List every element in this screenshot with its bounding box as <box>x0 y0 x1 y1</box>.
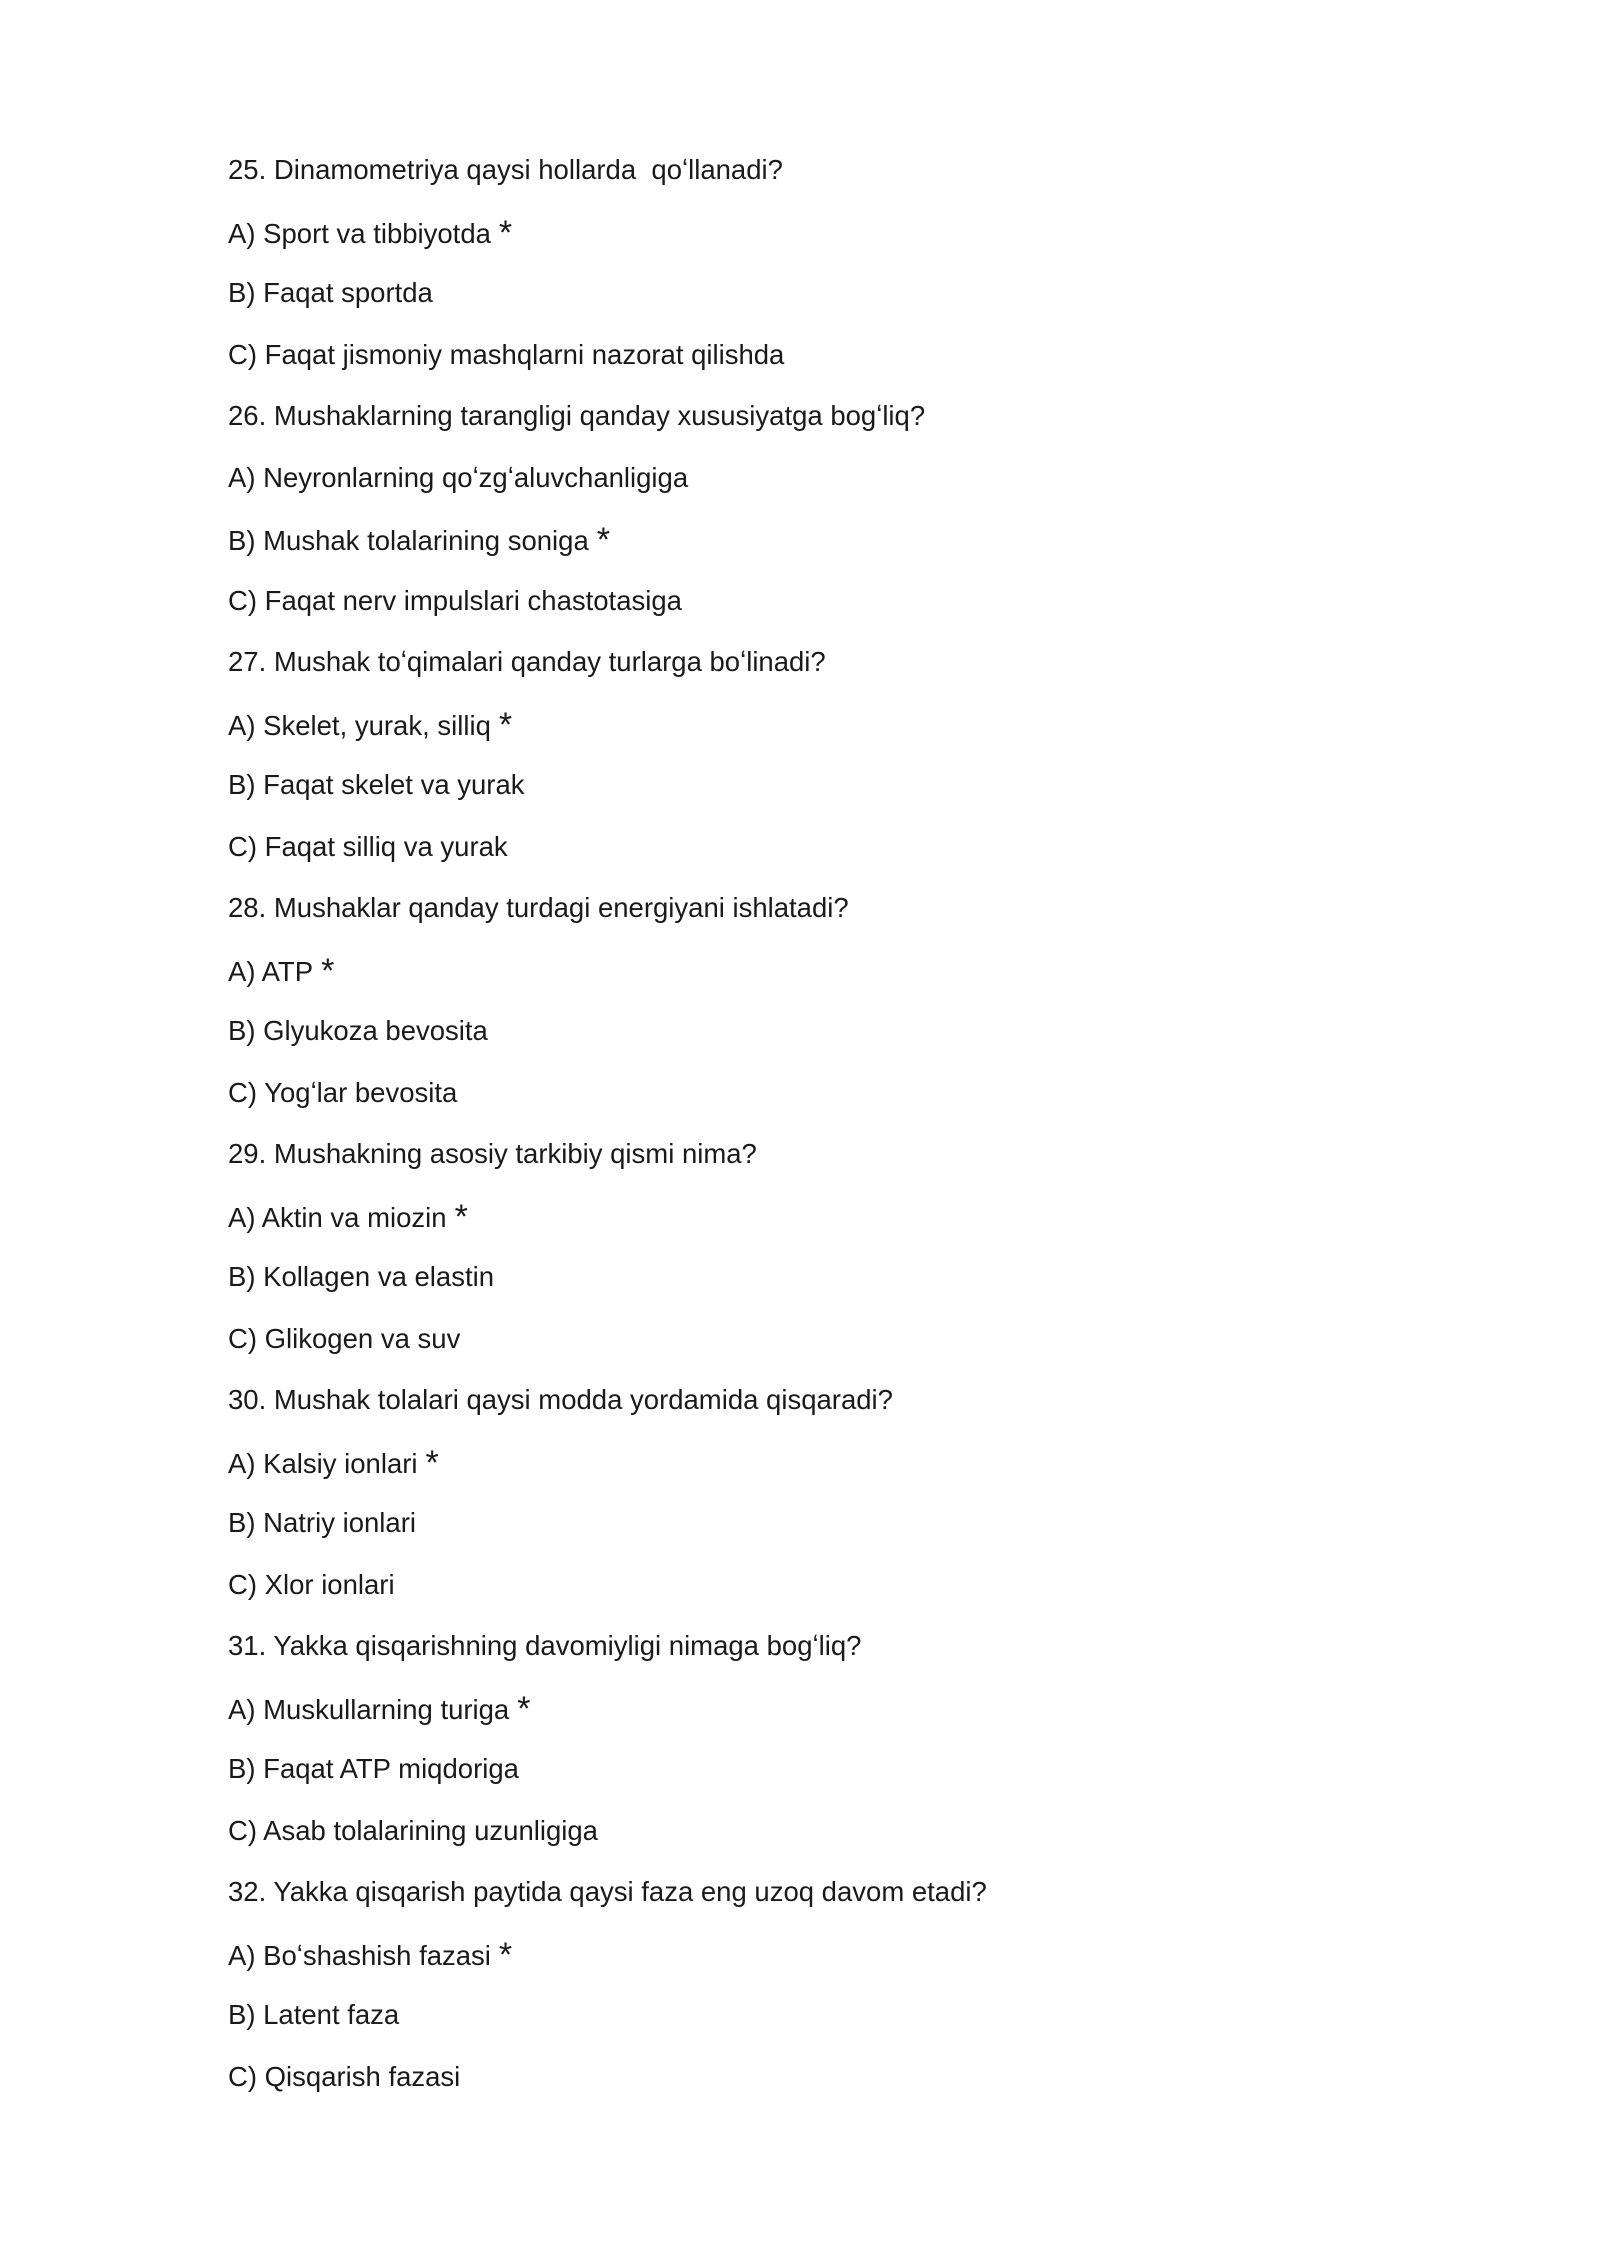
answer-option <box>228 1073 1428 1135</box>
answer-option-label: B) Mushak tolalarining soniga <box>228 525 589 556</box>
answer-option <box>228 1257 1428 1319</box>
answer-option <box>228 273 1428 335</box>
question-number: 28. <box>228 892 267 923</box>
answer-option-label: C) Yogʻlar bevosita <box>228 1076 458 1108</box>
question-number: 32. <box>228 1876 267 1907</box>
question-number: 31. <box>228 1630 267 1661</box>
answer-option <box>228 827 1428 889</box>
answer-option <box>228 1442 1428 1504</box>
question-label: Dinamometriya qaysi hollarda qoʻllanadi? <box>273 154 783 185</box>
question-label: Mushak tolalari qaysi modda yordamida qisqaradi? <box>273 1384 893 1415</box>
answer-option-label: B) Natriy ionlari <box>228 1507 416 1538</box>
answer-option <box>228 581 1428 643</box>
question-text <box>228 1872 1428 1934</box>
answer-option <box>228 212 1428 274</box>
answer-option <box>228 1565 1428 1627</box>
answer-option <box>228 2057 1428 2119</box>
answer-option <box>228 1688 1428 1750</box>
answer-option <box>228 1011 1428 1073</box>
answer-option-label: B) Glyukoza bevosita <box>228 1015 488 1046</box>
question-text <box>228 888 1428 950</box>
answer-option-label: B) Kollagen va elastin <box>228 1261 494 1292</box>
answer-option-label: A) Sport va tibbiyotda <box>228 217 491 249</box>
question-text <box>228 1380 1428 1442</box>
question-label: Yakka qisqarishning davomiyligi nimaga bogʻliq? <box>273 1630 862 1661</box>
answer-option-label: A) Skelet, yurak, silliq <box>228 709 491 741</box>
answer-option-label: B) Faqat sportda <box>228 277 433 308</box>
question-text <box>228 396 1428 458</box>
question-number: 30. <box>228 1384 267 1415</box>
answer-option-label: A) Aktin va miozin <box>228 1201 447 1233</box>
correct-answer-marker: * <box>517 1689 531 1728</box>
answer-option-label: B) Latent faza <box>228 1999 400 2030</box>
question-label: Mushaklarning tarangligi qanday xususiyatga bogʻliq? <box>273 400 926 431</box>
question-number: 29. <box>228 1138 267 1169</box>
correct-answer-marker: * <box>425 1443 439 1482</box>
answer-option <box>228 1503 1428 1565</box>
question-block <box>228 888 1428 1134</box>
correct-answer-marker: * <box>498 213 513 252</box>
correct-answer-marker: * <box>596 521 610 559</box>
question-block <box>228 396 1428 642</box>
question-text <box>228 1626 1428 1688</box>
answer-option-label: A) Neyronlarning qoʻzgʻaluvchanligiga <box>228 461 689 493</box>
answer-option-label: A) Boʻshashish fazasi <box>228 1939 491 1971</box>
question-label: Mushaklar qanday turdagi energiyani ishlatadi? <box>273 892 849 923</box>
correct-answer-marker: * <box>498 705 513 744</box>
answer-option <box>228 519 1428 581</box>
answer-option <box>228 1811 1428 1873</box>
answer-option-label: C) Qisqarish fazasi <box>228 2060 461 2092</box>
answer-option-label: A) ATP <box>228 955 314 987</box>
answer-option <box>228 950 1428 1012</box>
question-number: 25. <box>228 154 267 185</box>
correct-answer-marker: * <box>321 951 335 990</box>
answer-option-label: C) Asab tolalarining uzunligiga <box>228 1814 598 1846</box>
question-block <box>228 1872 1428 2118</box>
question-number: 26. <box>228 400 267 431</box>
question-text <box>228 1134 1428 1196</box>
question-label: Mushak toʻqimalari qanday turlarga boʻlinadi? <box>273 646 826 677</box>
question-number: 27. <box>228 646 267 677</box>
question-block <box>228 1134 1428 1380</box>
answer-option-label: C) Faqat jismoniy mashqlarni nazorat qilishda <box>228 338 785 370</box>
answer-option <box>228 1749 1428 1811</box>
answer-option-label: C) Glikogen va suv <box>228 1322 461 1354</box>
answer-option-label: B) Faqat ATP miqdoriga <box>228 1753 519 1784</box>
answer-option-label: A) Muskullarning turiga <box>228 1693 510 1725</box>
answer-option-label: C) Faqat silliq va yurak <box>228 830 508 862</box>
answer-option <box>228 1196 1428 1258</box>
question-block <box>228 150 1428 396</box>
question-label: Yakka qisqarish paytida qaysi faza eng uzoq davom etadi? <box>273 1876 987 1907</box>
answer-option-label: A) Kalsiy ionlari <box>228 1447 418 1479</box>
correct-answer-marker: * <box>498 1935 513 1974</box>
correct-answer-marker: * <box>454 1197 468 1236</box>
question-text <box>228 642 1428 704</box>
answer-option <box>228 335 1428 397</box>
question-block <box>228 1380 1428 1626</box>
answer-option-label: B) Faqat skelet va yurak <box>228 769 525 800</box>
question-text <box>228 150 1428 212</box>
question-block <box>228 1626 1428 1872</box>
answer-option <box>228 1995 1428 2057</box>
question-label: Mushakning asosiy tarkibiy qismi nima? <box>273 1138 757 1169</box>
question-block <box>228 642 1428 888</box>
answer-option <box>228 704 1428 766</box>
answer-option <box>228 1934 1428 1996</box>
answer-option-label: C) Xlor ionlari <box>228 1568 395 1600</box>
answer-option <box>228 458 1428 520</box>
answer-option <box>228 1319 1428 1381</box>
answer-option-label: C) Faqat nerv impulslari chastotasiga <box>228 584 682 616</box>
quiz-list <box>228 150 1428 2118</box>
answer-option <box>228 765 1428 827</box>
